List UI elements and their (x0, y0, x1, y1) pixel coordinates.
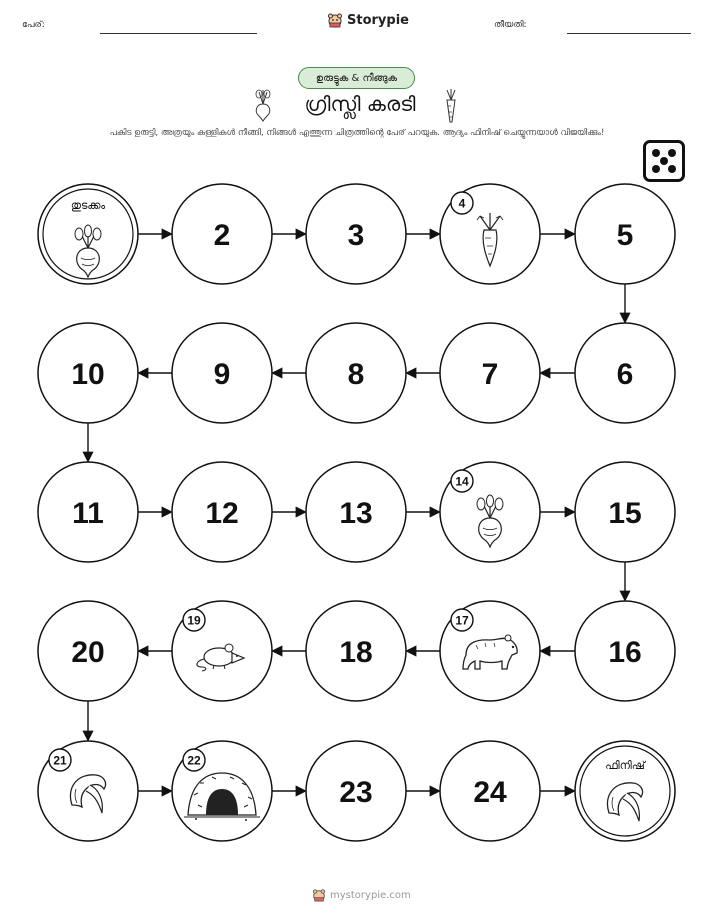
board-cell-10[interactable] (38, 323, 138, 423)
cell-number: 9 (213, 358, 231, 391)
instructions-text: പകിട ഉരുട്ടി, അത്രയും കള്ളികൾ നീങ്ങി, നിങ്ങൾ എത്തുന്ന ചിത്രത്തിന്റെ പേര് പറയുക. ആദ്യം ഫിനിഷ് ചെയ്യുന്നയാൾ വിജയിക്കും! (109, 128, 605, 138)
cell-badge-number: 21 (53, 753, 67, 768)
start-label: തുടക്കം (70, 199, 106, 212)
board-cell-6[interactable] (575, 323, 675, 423)
board-cell-24[interactable] (440, 741, 540, 841)
footer-brand (312, 888, 411, 902)
cell-number: 23 (339, 776, 373, 809)
cell-number: 3 (347, 219, 365, 252)
cell-number: 16 (608, 636, 642, 669)
board-cell-20[interactable] (38, 601, 138, 701)
cell-number: 20 (71, 636, 105, 669)
cell-number: 24 (473, 776, 507, 809)
board-cell-4[interactable] (440, 184, 540, 284)
cell-number: 18 (339, 636, 373, 669)
board-cell-3[interactable] (306, 184, 406, 284)
name-label: പേര്: (22, 20, 45, 30)
cell-number: 15 (608, 497, 642, 530)
board-cell-14[interactable] (440, 462, 540, 562)
board-cell-12[interactable] (172, 462, 272, 562)
finish-cell[interactable] (575, 741, 675, 841)
cell-badge-number: 14 (455, 474, 469, 489)
page-title: ഗ്രിസ്ലി കരടി (304, 92, 416, 116)
brand-name: Storypie (347, 12, 409, 28)
board-cell-19[interactable] (172, 601, 272, 701)
board-cell-7[interactable] (440, 323, 540, 423)
board-cell-8[interactable] (306, 323, 406, 423)
cell-number: 10 (71, 358, 105, 391)
board-cell-13[interactable] (306, 462, 406, 562)
cell-number: 8 (347, 358, 365, 391)
cell-badge-number: 17 (455, 613, 469, 628)
board-cell-21[interactable] (38, 741, 138, 841)
board-cell-5[interactable] (575, 184, 675, 284)
date-label: തീയതി: (494, 20, 527, 30)
board-cell-17[interactable] (440, 601, 540, 701)
board-cell-11[interactable] (38, 462, 138, 562)
finish-label: ഫിനിഷ് (605, 759, 645, 772)
board-cell-2[interactable] (172, 184, 272, 284)
storypie-mascot-icon (312, 888, 326, 902)
board-cell-9[interactable] (172, 323, 272, 423)
cell-number: 12 (205, 497, 239, 530)
cell-number: 5 (616, 219, 634, 252)
board-cell-22[interactable] (172, 741, 272, 841)
board-cell-18[interactable] (306, 601, 406, 701)
cell-badge-number: 22 (187, 753, 201, 768)
board-cell-16[interactable] (575, 601, 675, 701)
cell-number: 7 (481, 358, 499, 391)
cell-number: 13 (339, 497, 373, 530)
mode-badge: ഉരുട്ടുക & നീങ്ങുക (298, 67, 415, 89)
cell-number: 11 (72, 497, 104, 530)
start-cell[interactable] (38, 184, 138, 284)
board-cell-23[interactable] (306, 741, 406, 841)
cell-number: 2 (213, 219, 231, 252)
footer-site: mystorypie.com (330, 889, 411, 901)
cell-number: 6 (616, 358, 634, 391)
cell-badge-number: 19 (187, 613, 201, 628)
board-cell-15[interactable] (575, 462, 675, 562)
cell-badge-number: 4 (458, 196, 466, 211)
